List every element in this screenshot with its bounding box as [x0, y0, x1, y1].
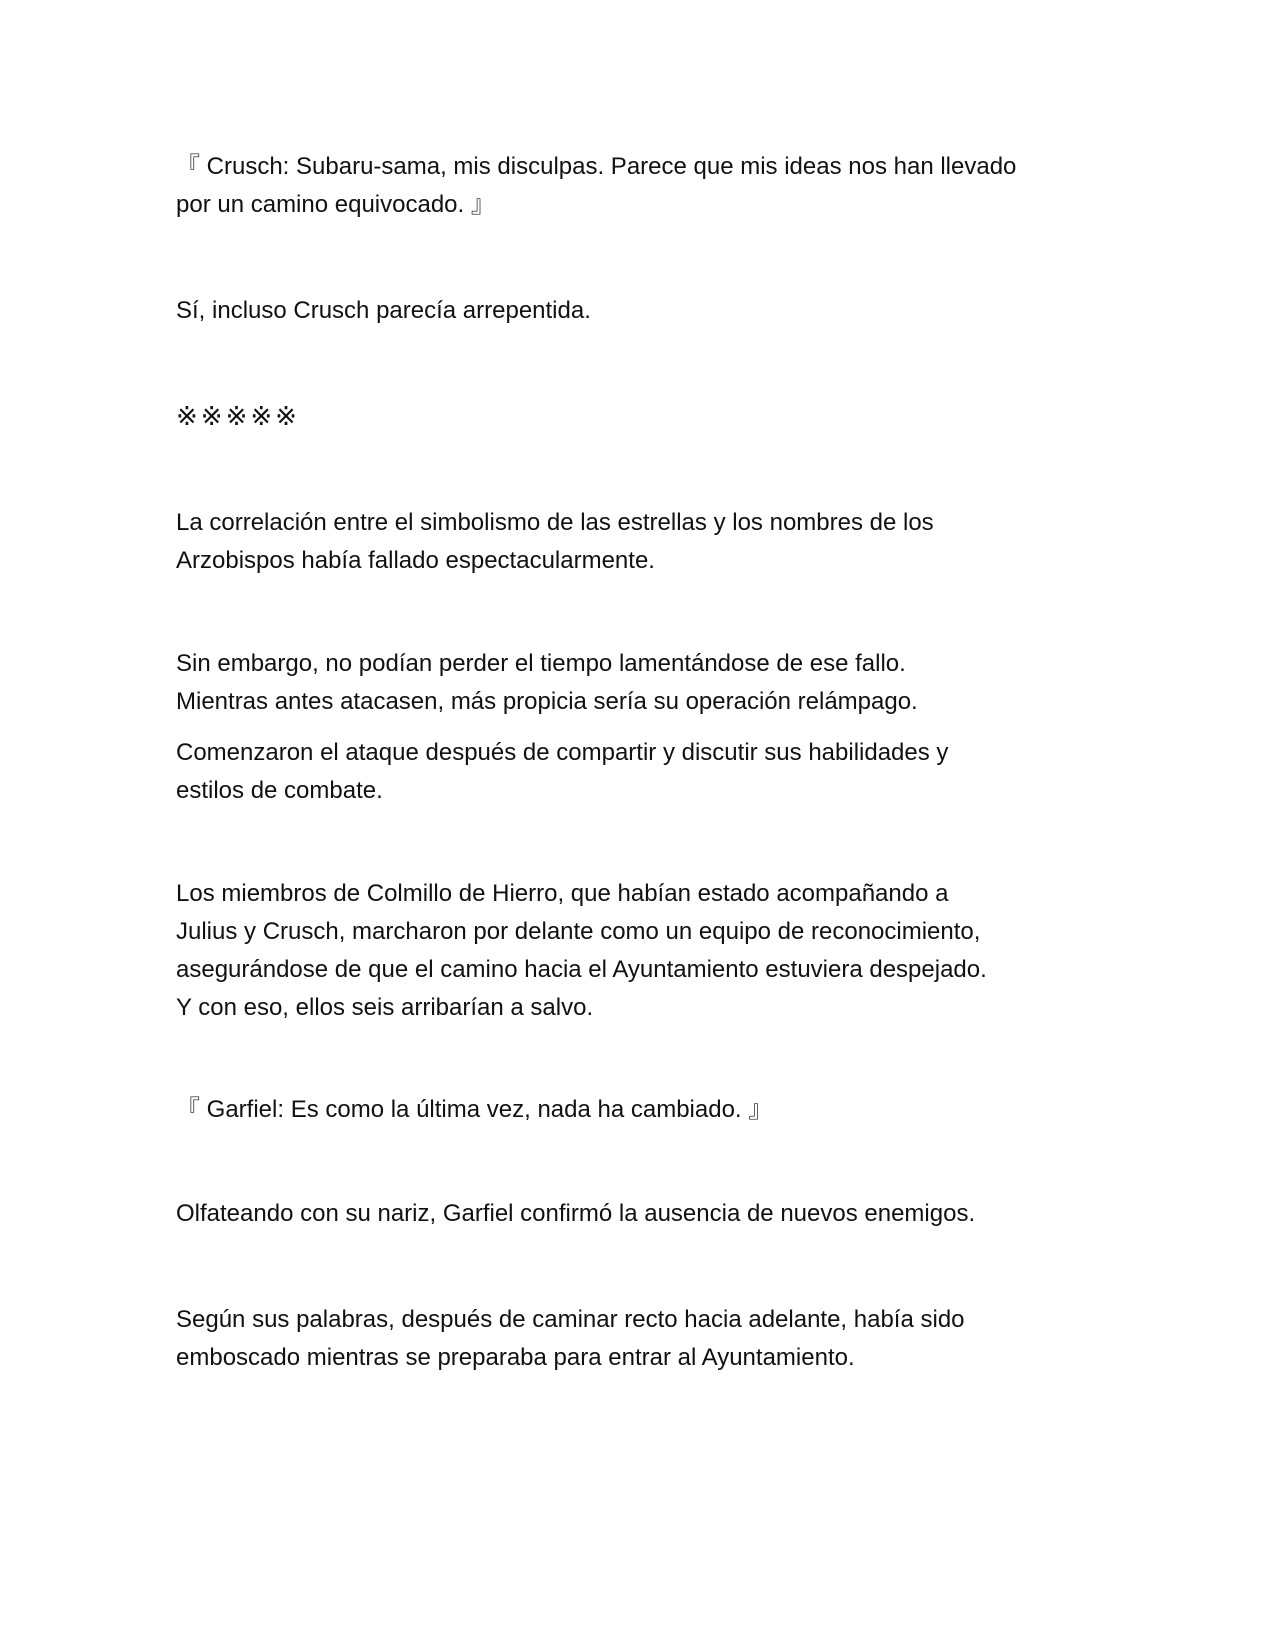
text-line: Los miembros de Colmillo de Hierro, que habían estado acompañando a — [176, 880, 949, 907]
paragraph — [176, 875, 1106, 1027]
scene-break — [176, 398, 1106, 436]
paragraph — [176, 504, 1106, 580]
paragraph — [176, 734, 1106, 810]
paragraph — [176, 645, 1106, 721]
text-line: 『 Garfiel: Es como la última vez, nada ha cambiado. 』 — [176, 1096, 773, 1123]
text-line: La correlación entre el simbolismo de las estrellas y los nombres de los — [176, 509, 934, 536]
text-line: estilos de combate. — [176, 777, 383, 804]
text-line: Según sus palabras, después de caminar recto hacia adelante, había sido — [176, 1306, 965, 1333]
text-line: asegurándose de que el camino hacia el Ayuntamiento estuviera despejado. — [176, 956, 987, 983]
text-line: emboscado mientras se preparaba para entrar al Ayuntamiento. — [176, 1344, 855, 1371]
text-line: 『 Crusch: Subaru-sama, mis disculpas. Parece que mis ideas nos han llevado — [176, 153, 1017, 180]
text-line: Olfateando con su nariz, Garfiel confirmó la ausencia de nuevos enemigos. — [176, 1200, 976, 1227]
text-line: Arzobispos había fallado espectacularmente. — [176, 547, 655, 574]
text-line: Y con eso, ellos seis arribarían a salvo. — [176, 994, 594, 1021]
text-line: Comenzaron el ataque después de compartir y discutir sus habilidades y — [176, 739, 949, 766]
text-line: por un camino equivocado. 』 — [176, 191, 495, 218]
text-line: Julius y Crusch, marcharon por delante como un equipo de reconocimiento, — [176, 918, 981, 945]
text-line: Sin embargo, no podían perder el tiempo lamentándose de ese fallo. — [176, 650, 906, 677]
paragraph — [176, 1301, 1106, 1377]
dialogue-garfiel — [176, 1091, 1106, 1129]
paragraph — [176, 292, 1106, 330]
text-line: Mientras antes atacasen, más propicia sería su operación relámpago. — [176, 688, 918, 715]
paragraph — [176, 1195, 1106, 1233]
dialogue-crusch — [176, 148, 1106, 224]
text-line: Sí, incluso Crusch parecía arrepentida. — [176, 297, 591, 324]
scene-break-symbols: ※※※※※ — [176, 402, 300, 432]
